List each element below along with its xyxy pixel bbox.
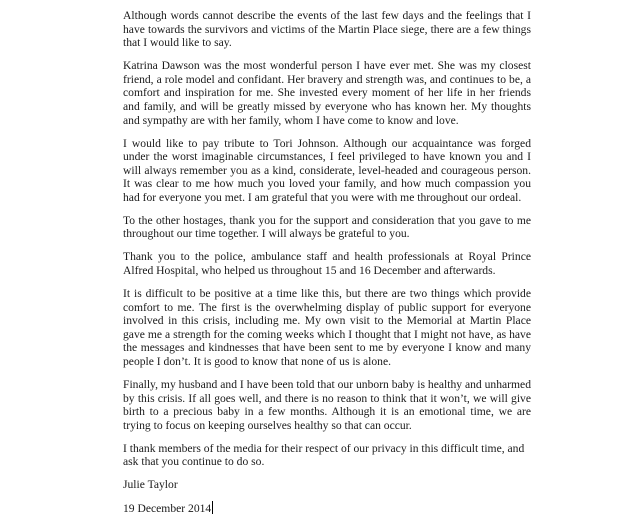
document-page[interactable]: [123, 9, 531, 525]
signature: Julie Taylor: [123, 478, 178, 492]
paragraph-baby: Finally, my husband and I have been told that our unborn baby is healthy and unharmed by this crisis. If all goes well, and there is no reason to think that it won’t, we will give birth to a precious baby in a few months. Although it is an emotional time, we are trying to focus on keeping ourselves healthy so that can occur.: [123, 378, 531, 432]
paragraph-intro: Although words cannot describe the events of the last few days and the feelings that I have towards the survivors and victims of the Martin Place siege, there are a few things that I would like to say.: [123, 9, 531, 50]
text-cursor: [212, 501, 214, 514]
date-text: 19 December 2014: [123, 502, 212, 516]
paragraph-comfort: It is difficult to be positive at a time like this, but there are two things which provide comfort to me. The first is the overwhelming display of public support for everyone involved in this crisis, including me. My own visit to the Memorial at Martin Place gave me a strength for the coming weeks which I thought that I might not have, as have the messages and kindnesses that have been sent to me by everyone I know and many people I don’t. It is good to know that none of us is alone.: [123, 287, 531, 369]
date-line: [123, 501, 531, 516]
paragraph-media: I thank members of the media for their respect of our privacy in this difficult time, and ask that you continue to do so.: [123, 441, 525, 469]
paragraph-other-hostages: To the other hostages, thank you for the support and consideration that you gave to me throughout our time together. I will always be grateful to you.: [123, 213, 531, 241]
paragraph-katrina-dawson: Katrina Dawson was the most wonderful person I have ever met. She was my closest friend, a role model and confidant. Her bravery and strength was, and continues to be, a comfort and inspiration for me. She invested every moment of her life in her friends and family, and will be greatly missed by everyone who has known her. My thoughts and sympathy are with her family, whom I have come to know and love.: [123, 59, 531, 127]
paragraph-thanks-police: Thank you to the police, ambulance staff and health professionals at Royal Prince Alfred Hospital, who helped us throughout 15 and 16 December and afterwards.: [123, 250, 531, 278]
paragraph-tori-johnson: I would like to pay tribute to Tori Johnson. Although our acquaintance was forged under the worst imaginable circumstances, I feel privileged to have known you and I will always remember you as a kind, considerate, level-headed and courageous person. It was clear to me how much you loved your family, and how much compassion you had for everyone you met. I am grateful that you were with me throughout our ordeal.: [123, 136, 531, 204]
